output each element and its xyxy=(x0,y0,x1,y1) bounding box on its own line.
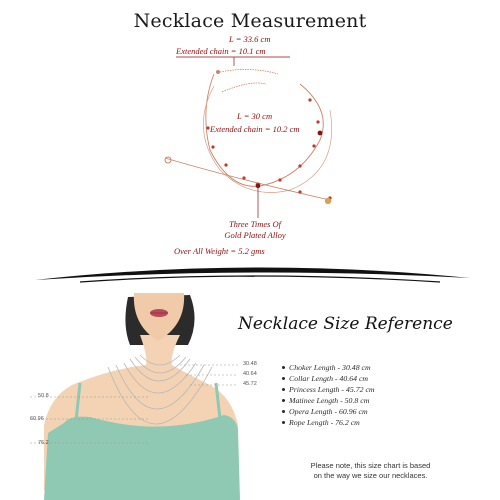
material-line-2: Gold Plated Alloy xyxy=(224,230,286,240)
material-dot xyxy=(256,184,260,188)
marker-rope: 76.2 xyxy=(38,440,49,446)
page-title: Necklace Measurement xyxy=(133,10,367,32)
legend-item-collar xyxy=(282,373,375,384)
coin-pendant xyxy=(325,198,331,204)
lower-chain xyxy=(165,158,330,200)
chain-tab xyxy=(216,70,220,74)
legend-label: Opera Length - 60.96 cm xyxy=(289,407,368,416)
extension-chain-2 xyxy=(222,83,266,92)
legend-label: Matinee Length - 50.8 cm xyxy=(289,396,370,405)
legend-item-rope xyxy=(282,417,375,428)
marker-opera: 60.96 xyxy=(30,416,44,422)
note-line-1: Please note, this size chart is based xyxy=(310,461,431,470)
marker-princess: 45.72 xyxy=(243,381,257,387)
bullet-icon xyxy=(282,377,285,380)
marker-matinee: 50.8 xyxy=(38,393,49,399)
dress xyxy=(44,415,240,500)
divider-swoosh xyxy=(0,262,500,284)
legend-label: Rope Length - 76.2 cm xyxy=(289,418,360,427)
size-reference-title: Necklace Size Reference xyxy=(238,314,453,334)
legend-item-opera xyxy=(282,406,375,417)
marker-choker: 30.48 xyxy=(243,361,257,367)
legend-item-choker xyxy=(282,362,375,373)
short-extended-label: Extended chain = 10.2 cm xyxy=(210,124,300,134)
bullet-icon xyxy=(282,421,285,424)
clasp xyxy=(165,157,171,163)
long-length-label: L = 33.6 cm xyxy=(229,34,271,44)
marker-collar: 40.64 xyxy=(243,371,257,377)
bullet-icon xyxy=(282,410,285,413)
long-extended-label: Extended chain = 10.1 cm xyxy=(176,46,266,56)
bullet-icon xyxy=(282,366,285,369)
size-note xyxy=(258,461,483,481)
short-length-label: L = 30 cm xyxy=(237,111,273,121)
material-line-1: Three Times Of xyxy=(228,219,282,229)
legend-label: Princess Length - 45.72 cm xyxy=(289,385,375,394)
inner-chain xyxy=(203,86,331,193)
note-line-2: on the way we size our necklaces. xyxy=(313,471,428,480)
beads xyxy=(206,98,331,199)
outer-chain xyxy=(206,74,323,186)
extension-chain-1 xyxy=(220,69,278,74)
weight-label: Over All Weight = 5.2 gms xyxy=(174,246,265,256)
legend-label: Choker Length - 30.48 cm xyxy=(289,363,371,372)
legend-item-matinee xyxy=(282,395,375,406)
legend-label: Collar Length - 40.64 cm xyxy=(289,374,369,383)
length-legend xyxy=(282,362,375,428)
marker-dot xyxy=(318,131,323,136)
bullet-icon xyxy=(282,399,285,402)
bullet-icon xyxy=(282,388,285,391)
legend-item-princess xyxy=(282,384,375,395)
